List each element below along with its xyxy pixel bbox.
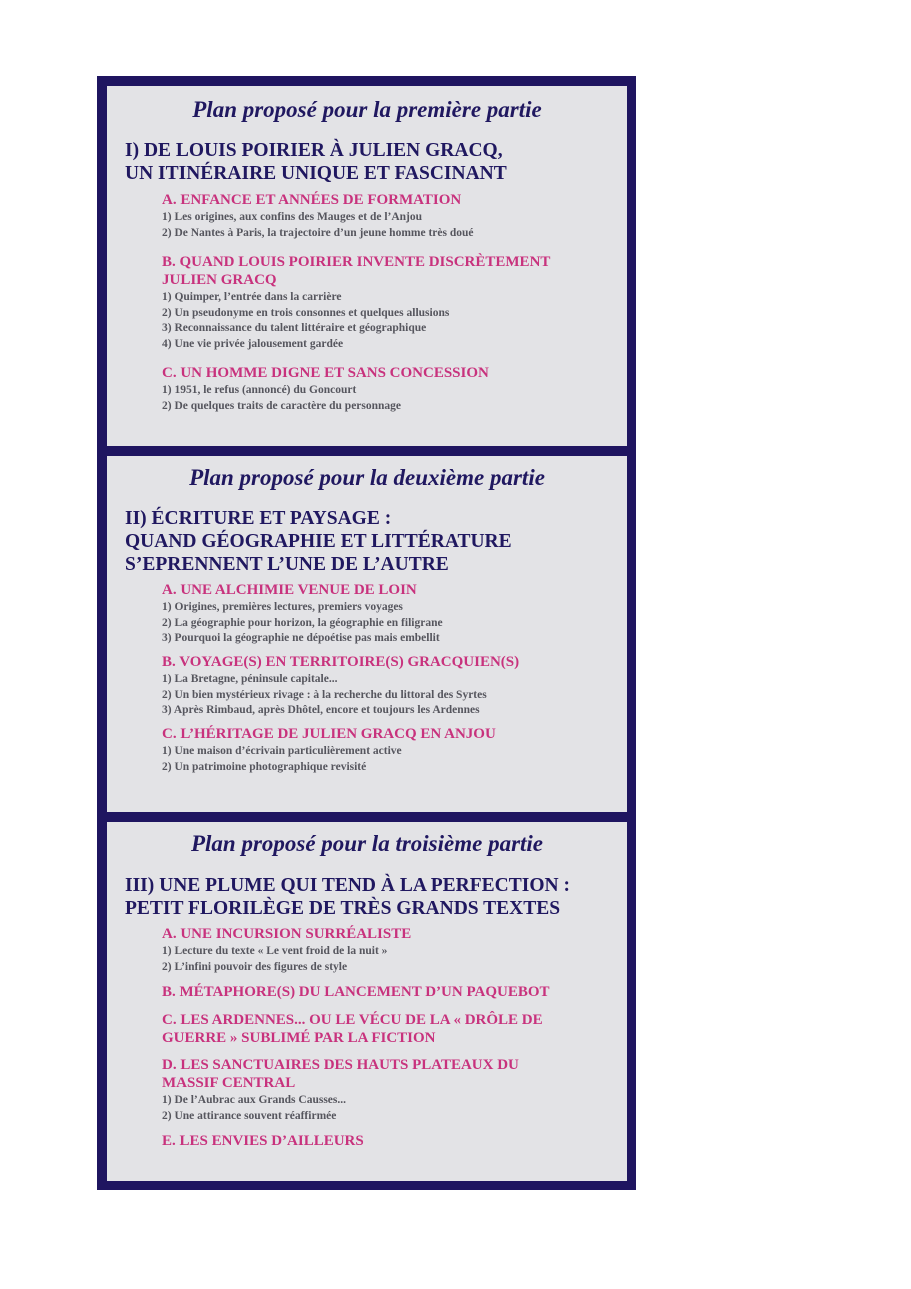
panel-content xyxy=(107,86,627,447)
section-items xyxy=(162,600,613,647)
panel-content xyxy=(107,822,627,1181)
section-items xyxy=(162,1093,613,1124)
section-title xyxy=(162,925,613,943)
panel-title: Plan proposé pour la première partie xyxy=(192,97,542,122)
part-heading-line: III) UNE PLUME QUI TEND À LA PERFECTION : xyxy=(125,875,570,896)
list-item: 2) Un bien mystérieux rivage : à la recherche du littoral des Syrtes xyxy=(162,688,487,701)
section-d xyxy=(162,1056,613,1124)
part-heading-line: PETIT FLORILÈGE DE TRÈS GRANDS TEXTES xyxy=(125,898,561,919)
list-item: 1) Les origines, aux confins des Mauges et de l’Anjou xyxy=(162,211,423,223)
section-items xyxy=(162,672,613,719)
section-title-line: B. MÉTAPHORE(S) DU LANCEMENT D’UN PAQUEBOT xyxy=(162,984,550,1000)
list-item: 4) Une vie privée jalousement gardée xyxy=(162,337,344,350)
section-items xyxy=(162,290,613,352)
panel-title: Plan proposé pour la troisième partie xyxy=(190,831,544,856)
section-items xyxy=(162,944,613,975)
part-heading xyxy=(125,874,617,920)
section-title xyxy=(162,1056,613,1092)
list-item: 2) La géographie pour horizon, la géographie en filigrane xyxy=(162,616,443,629)
section-title-line: E. LES ENVIES D’AILLEURS xyxy=(162,1133,364,1149)
part-heading xyxy=(125,507,617,576)
list-item: 1) Lecture du texte « Le vent froid de la nuit » xyxy=(162,945,388,957)
list-item: 3) Pourquoi la géographie ne dépoétise pas mais embellit xyxy=(162,632,440,644)
section-title-line: GUERRE » SUBLIMÉ PAR LA FICTION xyxy=(162,1030,436,1046)
list-item: 3) Après Rimbaud, après Dhôtel, encore et toujours les Ardennes xyxy=(162,704,480,716)
section-title-line: C. L’HÉRITAGE DE JULIEN GRACQ EN ANJOU xyxy=(162,726,496,742)
section-title xyxy=(162,1132,613,1150)
list-item: 1) Une maison d’écrivain particulièrement active xyxy=(162,745,402,757)
section-title xyxy=(162,653,613,671)
part-heading-line: QUAND GÉOGRAPHIE ET LITTÉRATURE xyxy=(125,531,512,552)
section-title xyxy=(162,983,613,1001)
plan-panel-part-3 xyxy=(97,812,636,1190)
section-title-line: C. LES ARDENNES... OU LE VÉCU DE LA « DRÔLE DE xyxy=(162,1012,543,1028)
section-title-line: JULIEN GRACQ xyxy=(162,272,277,288)
section-title xyxy=(162,1011,613,1047)
section-b xyxy=(162,983,613,1001)
section-c xyxy=(162,1011,613,1047)
panel-content xyxy=(107,456,627,815)
section-title-line: A. ENFANCE ET ANNÉES DE FORMATION xyxy=(162,192,462,208)
section-e xyxy=(162,1132,613,1150)
list-item: 2) De Nantes à Paris, la trajectoire d’un jeune homme très doué xyxy=(162,226,474,239)
section-title xyxy=(162,253,613,289)
section-c xyxy=(162,725,613,775)
part-heading-line: I) DE LOUIS POIRIER À JULIEN GRACQ, xyxy=(125,140,503,161)
section-title-line: MASSIF CENTRAL xyxy=(162,1075,296,1091)
part-heading xyxy=(125,139,617,185)
plan-panel-part-2 xyxy=(97,446,636,824)
plan-panel-part-1 xyxy=(97,76,636,456)
section-b xyxy=(162,253,613,352)
section-a xyxy=(162,191,613,241)
list-item: 3) Reconnaissance du talent littéraire et géographique xyxy=(162,322,427,334)
part-heading-line: II) ÉCRITURE ET PAYSAGE : xyxy=(125,508,392,529)
list-item: 1) Quimper, l’entrée dans la carrière xyxy=(162,291,342,303)
section-title-line: B. VOYAGE(S) EN TERRITOIRE(S) GRACQUIEN(S) xyxy=(162,654,520,670)
section-title-line: A. UNE ALCHIMIE VENUE DE LOIN xyxy=(162,582,417,598)
section-title-line: D. LES SANCTUAIRES DES HAUTS PLATEAUX DU xyxy=(162,1057,519,1073)
section-title xyxy=(162,364,613,382)
section-title xyxy=(162,581,613,599)
section-items xyxy=(162,210,613,241)
section-items xyxy=(162,383,613,414)
list-item: 2) De quelques traits de caractère du personnage xyxy=(162,399,402,412)
section-b xyxy=(162,653,613,719)
list-item: 1) 1951, le refus (annoncé) du Goncourt xyxy=(162,384,357,396)
list-item: 2) Un pseudonyme en trois consonnes et quelques allusions xyxy=(162,306,450,319)
section-title-line: B. QUAND LOUIS POIRIER INVENTE DISCRÈTEMENT xyxy=(162,254,551,270)
section-items xyxy=(162,744,613,775)
list-item: 2) L’infini pouvoir des figures de style xyxy=(162,960,348,973)
list-item: 1) De l’Aubrac aux Grands Causses... xyxy=(162,1094,347,1106)
part-heading-line: UN ITINÉRAIRE UNIQUE ET FASCINANT xyxy=(125,163,507,184)
section-a xyxy=(162,581,613,647)
panel-title: Plan proposé pour la deuxième partie xyxy=(189,465,545,490)
list-item: 1) Origines, premières lectures, premiers voyages xyxy=(162,601,403,613)
section-title xyxy=(162,725,613,743)
section-a xyxy=(162,925,613,975)
list-item: 1) La Bretagne, péninsule capitale... xyxy=(162,673,338,685)
list-item: 2) Un patrimoine photographique revisité xyxy=(162,760,367,773)
list-item: 2) Une attirance souvent réaffirmée xyxy=(162,1109,337,1122)
section-title-line: A. UNE INCURSION SURRÉALISTE xyxy=(162,926,412,942)
section-c xyxy=(162,364,613,414)
section-title xyxy=(162,191,613,209)
section-title-line: C. UN HOMME DIGNE ET SANS CONCESSION xyxy=(162,365,489,381)
part-heading-line: S’EPRENNENT L’UNE DE L’AUTRE xyxy=(125,554,449,575)
